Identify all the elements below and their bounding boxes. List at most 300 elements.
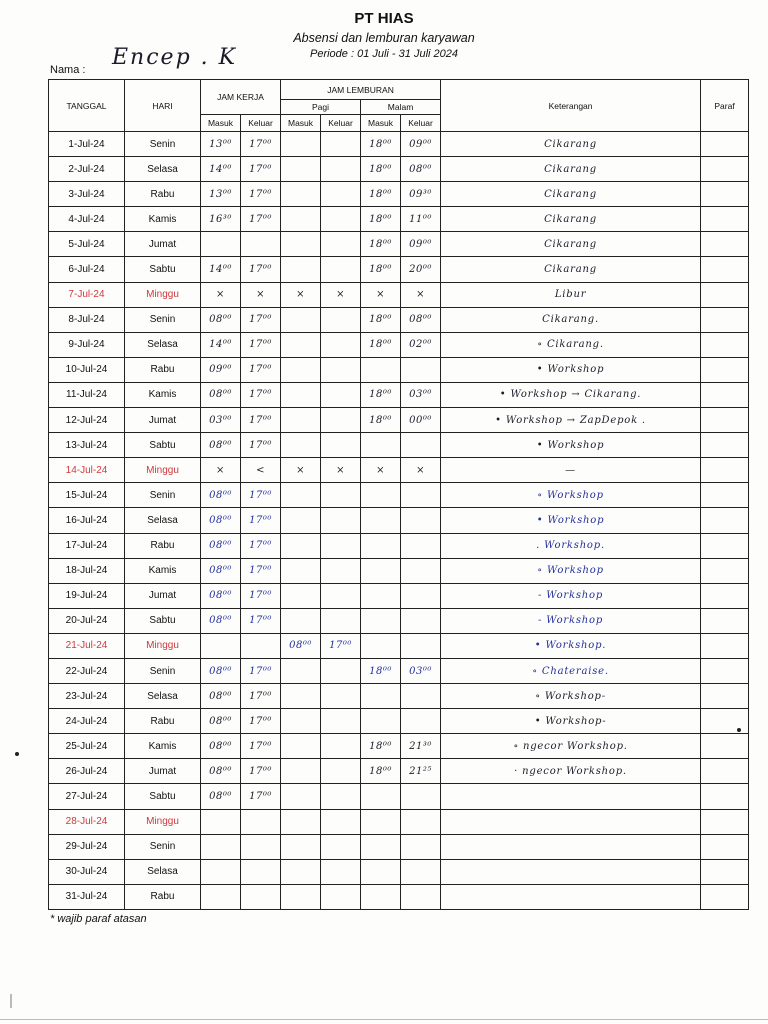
header-pagi-keluar: Keluar (321, 115, 361, 132)
name-label: Nama : (50, 64, 86, 76)
header-malam-masuk: Masuk (361, 115, 401, 132)
signature-cell (701, 709, 749, 734)
night-ot-out-cell (401, 859, 441, 884)
table-row (49, 257, 749, 282)
night-ot-in-cell: 18⁰⁰ (361, 257, 401, 282)
work-in-cell: × (201, 458, 241, 483)
work-out-cell (241, 834, 281, 859)
morning-ot-out-cell (321, 433, 361, 458)
company-name: PT HIAS (354, 10, 414, 27)
work-out-cell: 17⁰⁰ (241, 784, 281, 809)
night-ot-out-cell: 21²⁵ (401, 759, 441, 784)
night-ot-out-cell: × (401, 458, 441, 483)
employee-name-handwritten: Encep . K (112, 45, 238, 70)
table-row (49, 207, 749, 232)
night-ot-in-cell: 18⁰⁰ (361, 182, 401, 207)
note-cell: ∘ Workshop- (441, 684, 701, 709)
note-cell (441, 859, 701, 884)
work-in-cell: 13⁰⁰ (201, 132, 241, 157)
morning-ot-out-cell (321, 207, 361, 232)
night-ot-out-cell (401, 583, 441, 608)
work-out-cell: 17⁰⁰ (241, 408, 281, 433)
work-in-cell: 14⁰⁰ (201, 332, 241, 357)
signature-cell (701, 608, 749, 633)
night-ot-out-cell (401, 508, 441, 533)
date-cell: 31-Jul-24 (49, 884, 125, 909)
night-ot-out-cell: 08⁰⁰ (401, 157, 441, 182)
date-cell: 6-Jul-24 (49, 257, 125, 282)
work-in-cell: 14⁰⁰ (201, 257, 241, 282)
table-row (49, 332, 749, 357)
table-row (49, 558, 749, 583)
morning-ot-out-cell (321, 734, 361, 759)
work-in-cell: 08⁰⁰ (201, 784, 241, 809)
day-cell: Sabtu (125, 608, 201, 633)
night-ot-out-cell (401, 884, 441, 909)
table-row (49, 734, 749, 759)
night-ot-in-cell (361, 859, 401, 884)
work-in-cell: 13⁰⁰ (201, 182, 241, 207)
night-ot-out-cell: 20⁰⁰ (401, 257, 441, 282)
day-cell: Selasa (125, 332, 201, 357)
night-ot-in-cell (361, 834, 401, 859)
night-ot-in-cell: 18⁰⁰ (361, 207, 401, 232)
header-jam-kerja: JAM KERJA (201, 80, 281, 115)
header-hari: HARI (125, 80, 201, 132)
night-ot-in-cell: 18⁰⁰ (361, 157, 401, 182)
work-out-cell: 17⁰⁰ (241, 759, 281, 784)
work-in-cell: 14⁰⁰ (201, 157, 241, 182)
night-ot-in-cell (361, 684, 401, 709)
night-ot-in-cell (361, 433, 401, 458)
signature-cell (701, 809, 749, 834)
morning-ot-out-cell (321, 508, 361, 533)
night-ot-in-cell (361, 533, 401, 558)
morning-ot-out-cell (321, 859, 361, 884)
date-cell: 8-Jul-24 (49, 307, 125, 332)
work-out-cell (241, 859, 281, 884)
signature-cell (701, 408, 749, 433)
night-ot-in-cell: 18⁰⁰ (361, 759, 401, 784)
table-row (49, 684, 749, 709)
morning-ot-in-cell (281, 257, 321, 282)
night-ot-in-cell: × (361, 458, 401, 483)
work-in-cell (201, 884, 241, 909)
day-cell: Senin (125, 132, 201, 157)
day-cell: Minggu (125, 458, 201, 483)
day-cell: Selasa (125, 859, 201, 884)
morning-ot-out-cell: × (321, 282, 361, 307)
note-cell (441, 884, 701, 909)
signature-cell (701, 132, 749, 157)
night-ot-in-cell: 18⁰⁰ (361, 132, 401, 157)
date-cell: 12-Jul-24 (49, 408, 125, 433)
night-ot-out-cell: 09⁰⁰ (401, 132, 441, 157)
night-ot-out-cell (401, 558, 441, 583)
scan-dot (15, 752, 19, 756)
note-cell: • Workshop (441, 433, 701, 458)
date-cell: 18-Jul-24 (49, 558, 125, 583)
night-ot-out-cell: 02⁰⁰ (401, 332, 441, 357)
scan-bottom-edge (0, 1019, 768, 1020)
morning-ot-out-cell (321, 483, 361, 508)
note-cell: • Workshop → ZapDepok . (441, 408, 701, 433)
table-row (49, 433, 749, 458)
day-cell: Kamis (125, 558, 201, 583)
night-ot-in-cell: 18⁰⁰ (361, 232, 401, 257)
date-cell: 21-Jul-24 (49, 633, 125, 658)
footnote: * wajib paraf atasan (50, 913, 147, 925)
work-out-cell: 17⁰⁰ (241, 558, 281, 583)
work-out-cell: 17⁰⁰ (241, 709, 281, 734)
day-cell: Kamis (125, 382, 201, 407)
morning-ot-in-cell (281, 408, 321, 433)
work-out-cell: × (241, 282, 281, 307)
period-range: Periode : 01 Juli - 31 Juli 2024 (310, 48, 458, 60)
night-ot-in-cell: 18⁰⁰ (361, 408, 401, 433)
signature-cell (701, 157, 749, 182)
morning-ot-out-cell (321, 884, 361, 909)
night-ot-out-cell (401, 809, 441, 834)
signature-cell (701, 533, 749, 558)
date-cell: 14-Jul-24 (49, 458, 125, 483)
morning-ot-in-cell (281, 884, 321, 909)
work-out-cell: 17⁰⁰ (241, 483, 281, 508)
night-ot-in-cell (361, 583, 401, 608)
note-cell: Libur (441, 282, 701, 307)
note-cell: • Workshop. (441, 633, 701, 658)
table-row (49, 483, 749, 508)
date-cell: 28-Jul-24 (49, 809, 125, 834)
morning-ot-out-cell (321, 583, 361, 608)
night-ot-out-cell (401, 433, 441, 458)
work-out-cell: 17⁰⁰ (241, 583, 281, 608)
day-cell: Senin (125, 834, 201, 859)
morning-ot-out-cell (321, 608, 361, 633)
night-ot-out-cell: 09³⁰ (401, 182, 441, 207)
signature-cell (701, 583, 749, 608)
scan-edge-mark (10, 994, 12, 1008)
signature-cell (701, 332, 749, 357)
table-row (49, 859, 749, 884)
morning-ot-in-cell (281, 207, 321, 232)
work-in-cell: 08⁰⁰ (201, 684, 241, 709)
header-kerja-keluar: Keluar (241, 115, 281, 132)
note-cell: ∘ Workshop (441, 483, 701, 508)
night-ot-out-cell (401, 834, 441, 859)
signature-cell (701, 658, 749, 683)
header-pagi: Pagi (281, 100, 361, 115)
night-ot-in-cell (361, 357, 401, 382)
note-cell: · ngecor Workshop. (441, 759, 701, 784)
morning-ot-in-cell (281, 784, 321, 809)
morning-ot-out-cell (321, 684, 361, 709)
table-row (49, 633, 749, 658)
work-in-cell: 03⁰⁰ (201, 408, 241, 433)
day-cell: Kamis (125, 207, 201, 232)
note-cell (441, 784, 701, 809)
work-in-cell: 08⁰⁰ (201, 558, 241, 583)
table-row (49, 132, 749, 157)
work-out-cell: 17⁰⁰ (241, 182, 281, 207)
morning-ot-in-cell (281, 759, 321, 784)
signature-cell (701, 834, 749, 859)
note-cell: Cikarang (441, 132, 701, 157)
attendance-rows (49, 132, 749, 910)
morning-ot-out-cell (321, 257, 361, 282)
date-cell: 5-Jul-24 (49, 232, 125, 257)
work-in-cell (201, 834, 241, 859)
signature-cell (701, 433, 749, 458)
day-cell: Selasa (125, 157, 201, 182)
work-out-cell: 17⁰⁰ (241, 132, 281, 157)
note-cell: ∘ Workshop (441, 558, 701, 583)
note-cell: • Workshop (441, 357, 701, 382)
signature-cell (701, 558, 749, 583)
work-in-cell: 08⁰⁰ (201, 483, 241, 508)
work-in-cell: 08⁰⁰ (201, 307, 241, 332)
morning-ot-out-cell (321, 809, 361, 834)
morning-ot-in-cell (281, 232, 321, 257)
note-cell: . Workshop. (441, 533, 701, 558)
work-out-cell: 17⁰⁰ (241, 608, 281, 633)
signature-cell (701, 859, 749, 884)
work-in-cell: 08⁰⁰ (201, 583, 241, 608)
day-cell: Sabtu (125, 433, 201, 458)
night-ot-in-cell: 18⁰⁰ (361, 734, 401, 759)
morning-ot-in-cell (281, 483, 321, 508)
work-in-cell: 08⁰⁰ (201, 734, 241, 759)
work-out-cell: < (241, 458, 281, 483)
note-cell (441, 809, 701, 834)
work-out-cell: 17⁰⁰ (241, 734, 281, 759)
night-ot-out-cell: 03⁰⁰ (401, 382, 441, 407)
work-in-cell: 08⁰⁰ (201, 608, 241, 633)
work-in-cell: 08⁰⁰ (201, 759, 241, 784)
night-ot-out-cell: 08⁰⁰ (401, 307, 441, 332)
work-in-cell: 16³⁰ (201, 207, 241, 232)
table-row (49, 458, 749, 483)
table-row (49, 583, 749, 608)
signature-cell (701, 884, 749, 909)
date-cell: 10-Jul-24 (49, 357, 125, 382)
morning-ot-in-cell (281, 608, 321, 633)
date-cell: 16-Jul-24 (49, 508, 125, 533)
header-paraf: Paraf (701, 80, 749, 132)
signature-cell (701, 483, 749, 508)
table-row (49, 307, 749, 332)
morning-ot-out-cell (321, 834, 361, 859)
date-cell: 9-Jul-24 (49, 332, 125, 357)
night-ot-in-cell (361, 884, 401, 909)
work-in-cell: 08⁰⁰ (201, 533, 241, 558)
day-cell: Jumat (125, 232, 201, 257)
morning-ot-out-cell (321, 759, 361, 784)
day-cell: Jumat (125, 583, 201, 608)
night-ot-out-cell: 03⁰⁰ (401, 658, 441, 683)
header-keterangan: Keterangan (441, 80, 701, 132)
day-cell: Rabu (125, 182, 201, 207)
night-ot-out-cell: 09⁰⁰ (401, 232, 441, 257)
morning-ot-in-cell (281, 182, 321, 207)
signature-cell (701, 633, 749, 658)
morning-ot-in-cell: 08⁰⁰ (281, 633, 321, 658)
morning-ot-out-cell (321, 157, 361, 182)
morning-ot-in-cell (281, 583, 321, 608)
work-out-cell: 17⁰⁰ (241, 332, 281, 357)
day-cell: Senin (125, 658, 201, 683)
table-row (49, 884, 749, 909)
day-cell: Jumat (125, 408, 201, 433)
day-cell: Minggu (125, 809, 201, 834)
note-cell: • Workshop → Cikarang. (441, 382, 701, 407)
note-cell: ∘ Cikarang. (441, 332, 701, 357)
note-cell: - Workshop (441, 608, 701, 633)
morning-ot-out-cell (321, 232, 361, 257)
table-row (49, 759, 749, 784)
work-out-cell: 17⁰⁰ (241, 533, 281, 558)
morning-ot-in-cell (281, 132, 321, 157)
work-in-cell (201, 633, 241, 658)
date-cell: 24-Jul-24 (49, 709, 125, 734)
scan-dot (737, 728, 741, 732)
day-cell: Minggu (125, 633, 201, 658)
signature-cell (701, 357, 749, 382)
header-malam: Malam (361, 100, 441, 115)
night-ot-out-cell: 21³⁰ (401, 734, 441, 759)
morning-ot-in-cell (281, 684, 321, 709)
work-in-cell: 08⁰⁰ (201, 382, 241, 407)
date-cell: 7-Jul-24 (49, 282, 125, 307)
morning-ot-in-cell (281, 859, 321, 884)
morning-ot-in-cell (281, 709, 321, 734)
work-out-cell (241, 884, 281, 909)
note-cell: Cikarang (441, 157, 701, 182)
signature-cell (701, 232, 749, 257)
morning-ot-out-cell (321, 709, 361, 734)
work-in-cell (201, 232, 241, 257)
date-cell: 27-Jul-24 (49, 784, 125, 809)
night-ot-in-cell (361, 483, 401, 508)
work-out-cell (241, 809, 281, 834)
morning-ot-out-cell (321, 332, 361, 357)
signature-cell (701, 382, 749, 407)
note-cell: Cikarang. (441, 307, 701, 332)
morning-ot-in-cell (281, 332, 321, 357)
date-cell: 23-Jul-24 (49, 684, 125, 709)
table-row (49, 357, 749, 382)
signature-cell (701, 182, 749, 207)
day-cell: Selasa (125, 684, 201, 709)
header-jam-lemburan: JAM LEMBURAN (281, 80, 441, 100)
day-cell: Rabu (125, 533, 201, 558)
morning-ot-out-cell (321, 408, 361, 433)
work-in-cell (201, 859, 241, 884)
signature-cell (701, 784, 749, 809)
morning-ot-in-cell (281, 433, 321, 458)
work-in-cell: 08⁰⁰ (201, 658, 241, 683)
signature-cell (701, 759, 749, 784)
work-out-cell: 17⁰⁰ (241, 257, 281, 282)
night-ot-out-cell: 11⁰⁰ (401, 207, 441, 232)
table-row (49, 232, 749, 257)
morning-ot-out-cell (321, 558, 361, 583)
morning-ot-in-cell (281, 382, 321, 407)
work-out-cell: 17⁰⁰ (241, 684, 281, 709)
day-cell: Kamis (125, 734, 201, 759)
table-row (49, 182, 749, 207)
note-cell: Cikarang (441, 182, 701, 207)
signature-cell (701, 684, 749, 709)
morning-ot-in-cell (281, 508, 321, 533)
morning-ot-out-cell (321, 533, 361, 558)
signature-cell (701, 257, 749, 282)
form-subtitle: Absensi dan lemburan karyawan (293, 31, 475, 45)
date-cell: 2-Jul-24 (49, 157, 125, 182)
night-ot-out-cell (401, 533, 441, 558)
morning-ot-out-cell (321, 382, 361, 407)
header-malam-keluar: Keluar (401, 115, 441, 132)
signature-cell (701, 734, 749, 759)
date-cell: 1-Jul-24 (49, 132, 125, 157)
work-out-cell: 17⁰⁰ (241, 307, 281, 332)
night-ot-out-cell: × (401, 282, 441, 307)
night-ot-out-cell (401, 784, 441, 809)
work-in-cell: × (201, 282, 241, 307)
day-cell: Selasa (125, 508, 201, 533)
note-cell: Cikarang (441, 207, 701, 232)
morning-ot-in-cell: × (281, 458, 321, 483)
note-cell: • Workshop (441, 508, 701, 533)
table-row (49, 533, 749, 558)
date-cell: 25-Jul-24 (49, 734, 125, 759)
table-row (49, 608, 749, 633)
morning-ot-out-cell: 17⁰⁰ (321, 633, 361, 658)
work-out-cell: 17⁰⁰ (241, 382, 281, 407)
morning-ot-out-cell (321, 357, 361, 382)
header-pagi-masuk: Masuk (281, 115, 321, 132)
table-row (49, 382, 749, 407)
work-in-cell: 08⁰⁰ (201, 508, 241, 533)
day-cell: Senin (125, 307, 201, 332)
work-out-cell: 17⁰⁰ (241, 357, 281, 382)
date-cell: 13-Jul-24 (49, 433, 125, 458)
day-cell: Rabu (125, 884, 201, 909)
table-row (49, 809, 749, 834)
date-cell: 20-Jul-24 (49, 608, 125, 633)
morning-ot-in-cell (281, 658, 321, 683)
note-cell: - Workshop (441, 583, 701, 608)
date-cell: 26-Jul-24 (49, 759, 125, 784)
night-ot-in-cell: 18⁰⁰ (361, 332, 401, 357)
morning-ot-out-cell (321, 784, 361, 809)
date-cell: 15-Jul-24 (49, 483, 125, 508)
date-cell: 17-Jul-24 (49, 533, 125, 558)
work-in-cell: 08⁰⁰ (201, 709, 241, 734)
date-cell: 19-Jul-24 (49, 583, 125, 608)
header-kerja-masuk: Masuk (201, 115, 241, 132)
night-ot-in-cell: 18⁰⁰ (361, 307, 401, 332)
morning-ot-out-cell (321, 132, 361, 157)
night-ot-in-cell (361, 809, 401, 834)
table-row (49, 834, 749, 859)
note-cell: • Workshop- (441, 709, 701, 734)
date-cell: 3-Jul-24 (49, 182, 125, 207)
morning-ot-in-cell (281, 809, 321, 834)
work-out-cell: 17⁰⁰ (241, 207, 281, 232)
table-row (49, 784, 749, 809)
table-row (49, 508, 749, 533)
